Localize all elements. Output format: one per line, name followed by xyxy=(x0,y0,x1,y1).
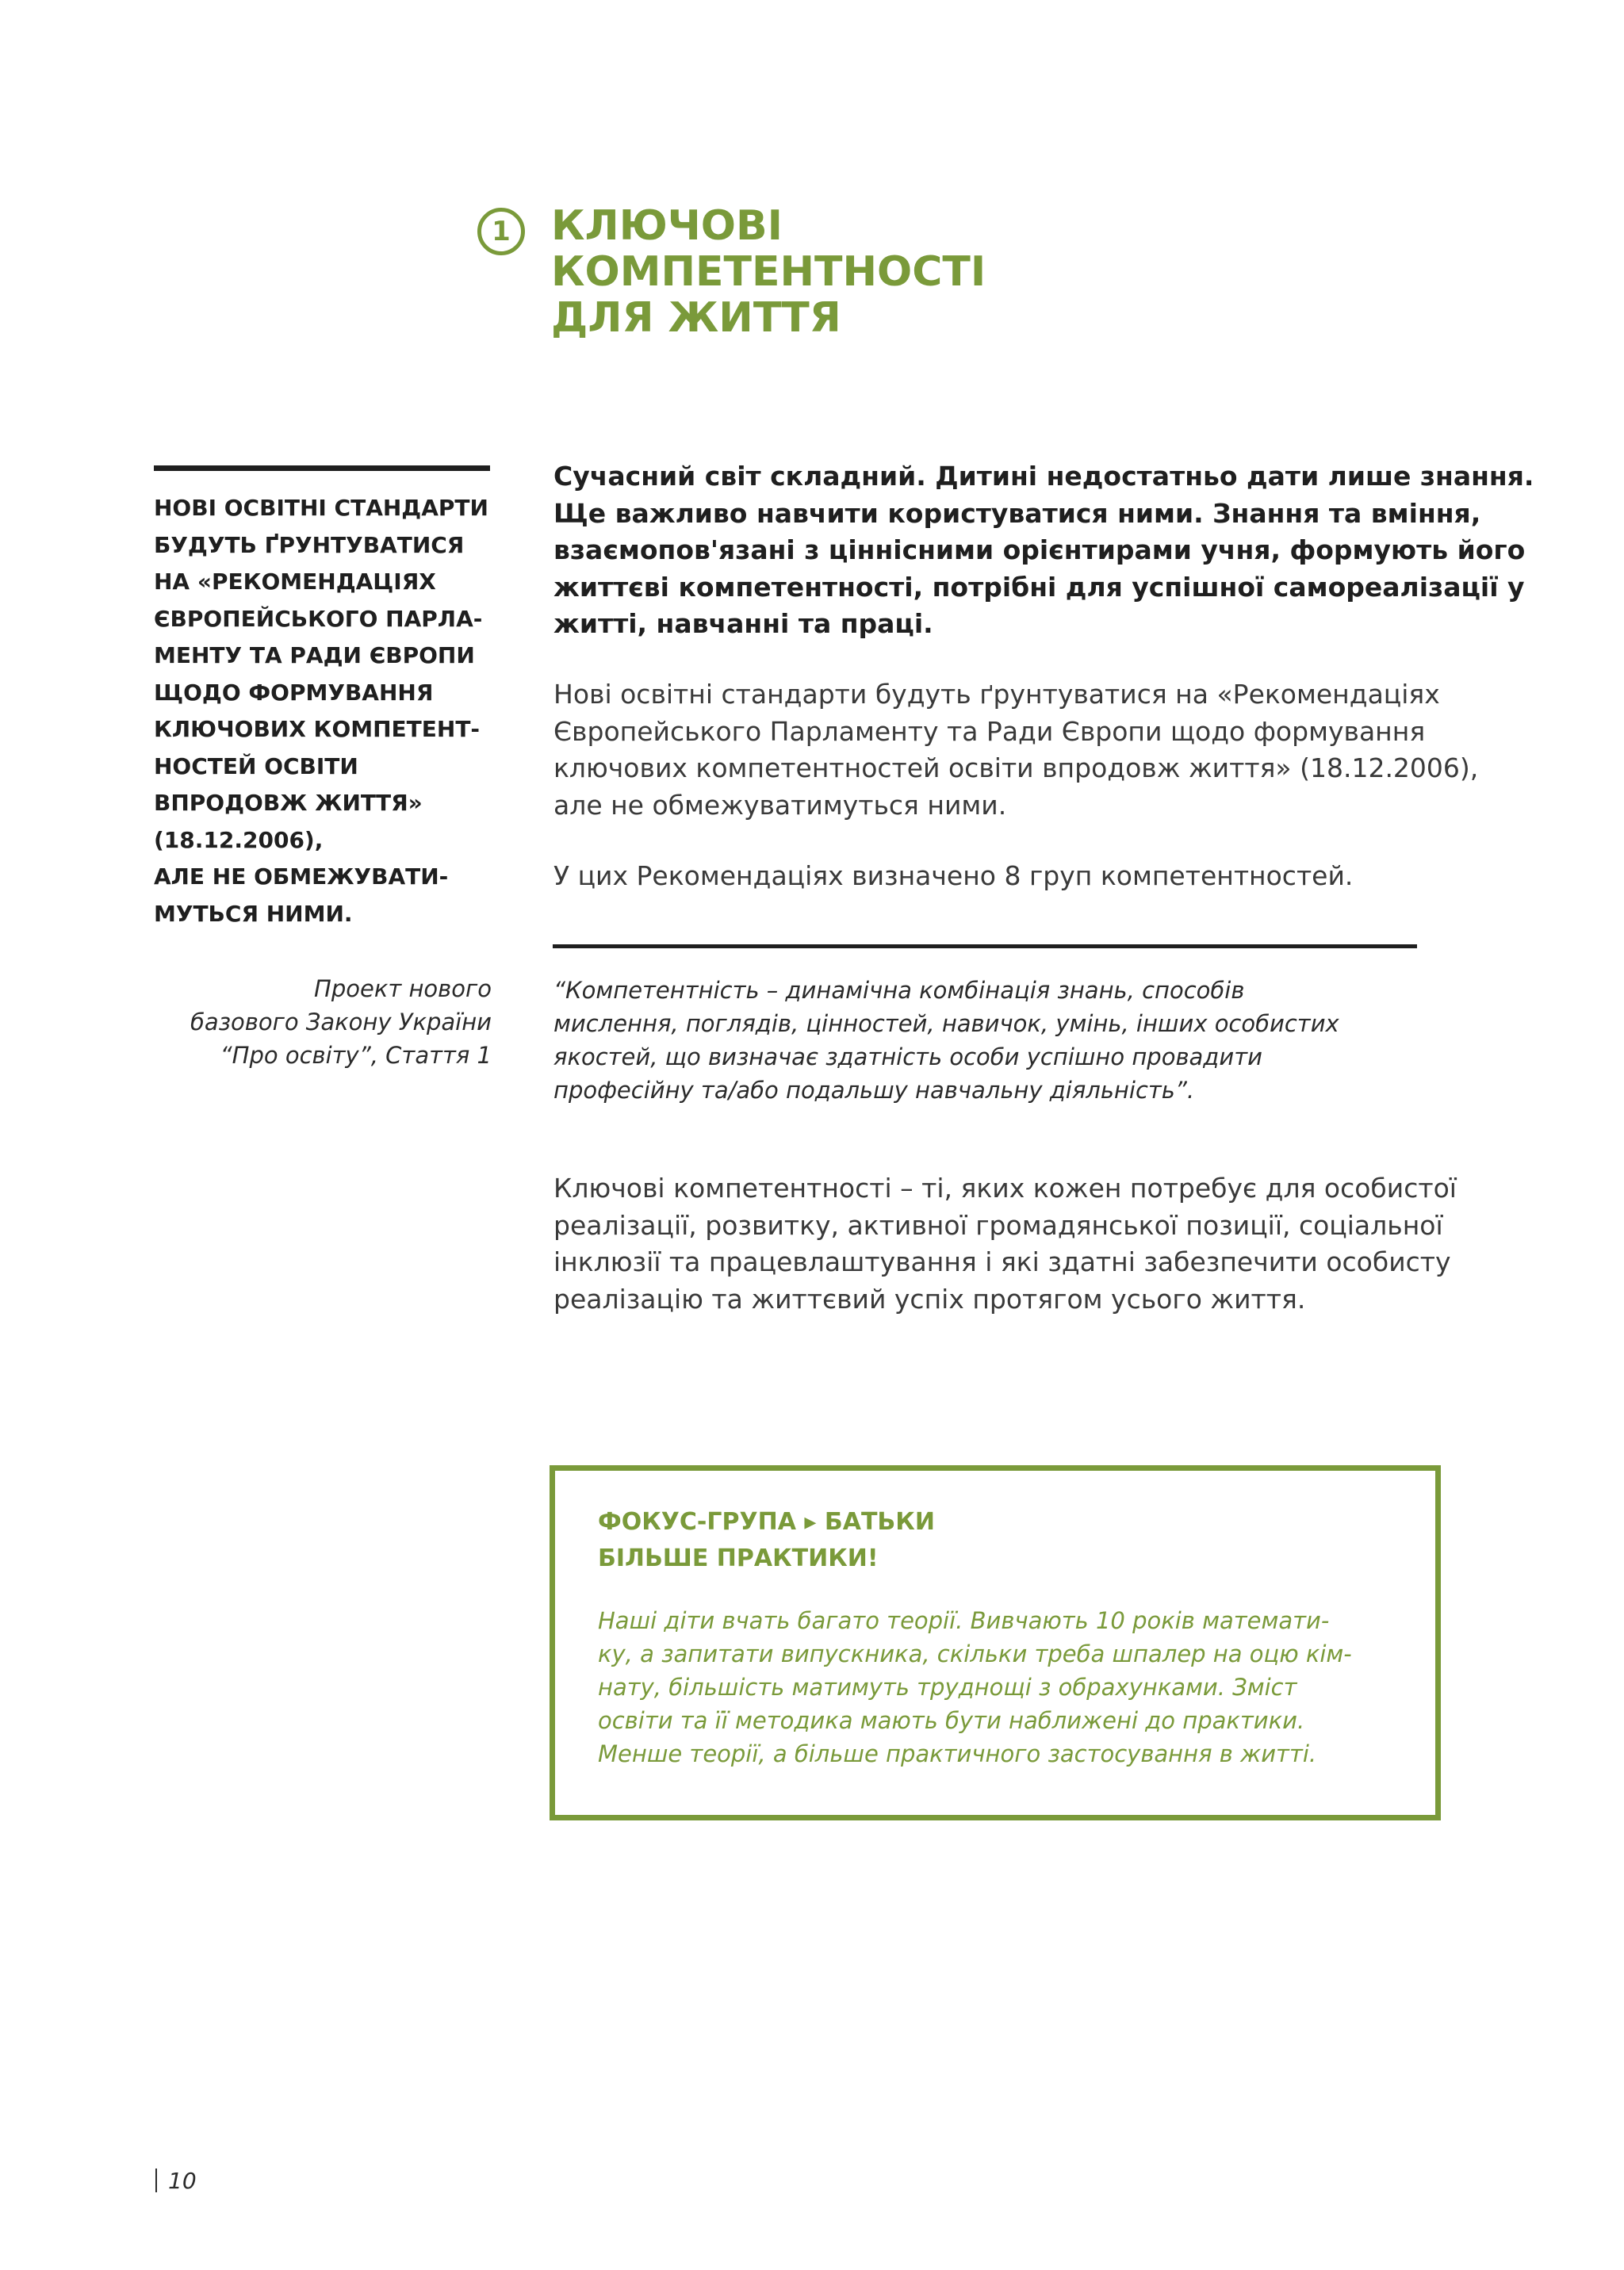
sidebar-callout-line: КЛЮЧОВИХ КОМПЕТЕНТ- xyxy=(154,716,481,742)
page-number xyxy=(155,2167,197,2195)
chapter-title-line: КОМПЕТЕНТНОСТІ xyxy=(551,248,986,296)
sidebar-callout-line: МУТЬСЯ НИМИ. xyxy=(154,900,353,927)
page-number-bar xyxy=(155,2169,157,2192)
sidebar-callout-line: БУДУТЬ ҐРУНТУВАТИСЯ xyxy=(154,531,465,558)
focus-group-box xyxy=(550,1465,1441,1820)
focus-text-line: Наші діти вчать багато теорії. Вивчають 10 років математи- xyxy=(598,1607,1330,1634)
citation-line: “Про освіту”, Стаття 1 xyxy=(220,1042,492,1069)
chapter-title-line: ДЛЯ ЖИТТЯ xyxy=(551,294,841,342)
body-line: У цих Рекомендаціях визначено 8 груп компетентностей. xyxy=(553,860,1354,891)
body-line: реалізацію та життєвий успіх протягом усього життя. xyxy=(553,1283,1306,1315)
body-line: Нові освітні стандарти будуть ґрунтуватися на «Рекомендаціях xyxy=(553,679,1440,710)
focus-group-title xyxy=(598,1504,935,1577)
sidebar-callout-line: (18.12.2006), xyxy=(154,826,324,853)
body-line: Ключові компетентності – ті, яких кожен потребує для особистої xyxy=(553,1173,1457,1204)
sidebar-callout xyxy=(154,490,503,932)
sidebar-callout-line: АЛЕ НЕ ОБМЕЖУВАТИ- xyxy=(154,863,449,890)
sidebar-callout-line: НА «РЕКОМЕНДАЦІЯХ xyxy=(154,568,436,595)
body-line: але не обмежуватимуться ними. xyxy=(553,789,1007,821)
focus-title-line: БІЛЬШЕ ПРАКТИКИ! xyxy=(598,1545,879,1572)
sidebar-callout-line: НОСТЕЙ ОСВІТИ xyxy=(154,752,358,779)
lead-line: Ще важливо навчити користуватися ними. Знання та вміння, xyxy=(553,497,1481,529)
focus-text-line: ку, а запитати випускника, скільки треба шпалер на оцю кім- xyxy=(598,1640,1352,1667)
body-line: ключових компетентностей освіти впродовж життя» (18.12.2006), xyxy=(553,752,1479,783)
body-line: Європейського Парламенту та Ради Європи щодо формування xyxy=(553,715,1426,747)
chapter-number-badge: 1 xyxy=(477,208,525,255)
chapter-title xyxy=(551,203,1344,341)
focus-group-quote xyxy=(598,1604,1352,1770)
lead-line: життєві компетентності, потрібні для успішної самореалізації у xyxy=(553,571,1525,603)
citation-line: Проект нового xyxy=(314,975,492,1002)
body-line: інклюзії та працевлаштування і які здатні забезпечити особисту xyxy=(553,1246,1451,1277)
focus-title-line: ФОКУС-ГРУПА ▸ БАТЬКИ xyxy=(598,1508,935,1536)
body-paragraph-groups xyxy=(553,858,1505,895)
definition-quote xyxy=(553,974,1505,1107)
focus-text-line: освіти та її методика мають бути наближені до практики. xyxy=(598,1707,1305,1734)
focus-text-line: нату, більшість матимуть труднощі з обрахунками. Зміст xyxy=(598,1674,1297,1701)
sidebar-callout-line: ЄВРОПЕЙСЬКОГО ПАРЛА- xyxy=(154,605,483,632)
lead-line: житті, навчанні та праці. xyxy=(553,608,933,639)
quote-line: мислення, поглядів, цінностей, навичок, умінь, інших особистих xyxy=(553,1010,1339,1037)
body-line: реалізації, розвитку, активної громадянської позиції, соціальної xyxy=(553,1209,1443,1241)
sidebar-callout-line: ЩОДО ФОРМУВАННЯ xyxy=(154,679,434,706)
citation-line: базового Закону України xyxy=(190,1009,492,1035)
sidebar-citation xyxy=(119,972,492,1072)
body-paragraph-standards xyxy=(553,676,1505,824)
chapter-title-line: КЛЮЧОВІ xyxy=(551,202,783,250)
sidebar-callout-line: НОВІ ОСВІТНІ СТАНДАРТИ xyxy=(154,495,488,521)
quote-line: професійну та/або подальшу навчальну діяльність”. xyxy=(553,1077,1195,1104)
sidebar-callout-line: МЕНТУ ТА РАДИ ЄВРОПИ xyxy=(154,642,475,668)
lead-line: Сучасний світ складний. Дитині недостатньо дати лише знання. xyxy=(553,461,1534,492)
body-paragraph-key-competences xyxy=(553,1170,1505,1318)
quote-divider xyxy=(553,944,1417,948)
quote-line: якостей, що визначає здатність особи успішно провадити xyxy=(553,1043,1262,1070)
quote-line: “Компетентність – динамічна комбінація знань, способів xyxy=(553,977,1245,1004)
lead-line: взаємопов'язані з ціннісними орієнтирами учня, формують його xyxy=(553,534,1526,565)
page-number-text: 10 xyxy=(168,2168,197,2194)
sidebar-divider xyxy=(154,465,490,471)
sidebar-callout-line: ВПРОДОВЖ ЖИТТЯ» xyxy=(154,790,423,816)
focus-text-line: Менше теорії, а більше практичного застосування в житті. xyxy=(598,1740,1317,1767)
lead-paragraph xyxy=(553,458,1534,643)
